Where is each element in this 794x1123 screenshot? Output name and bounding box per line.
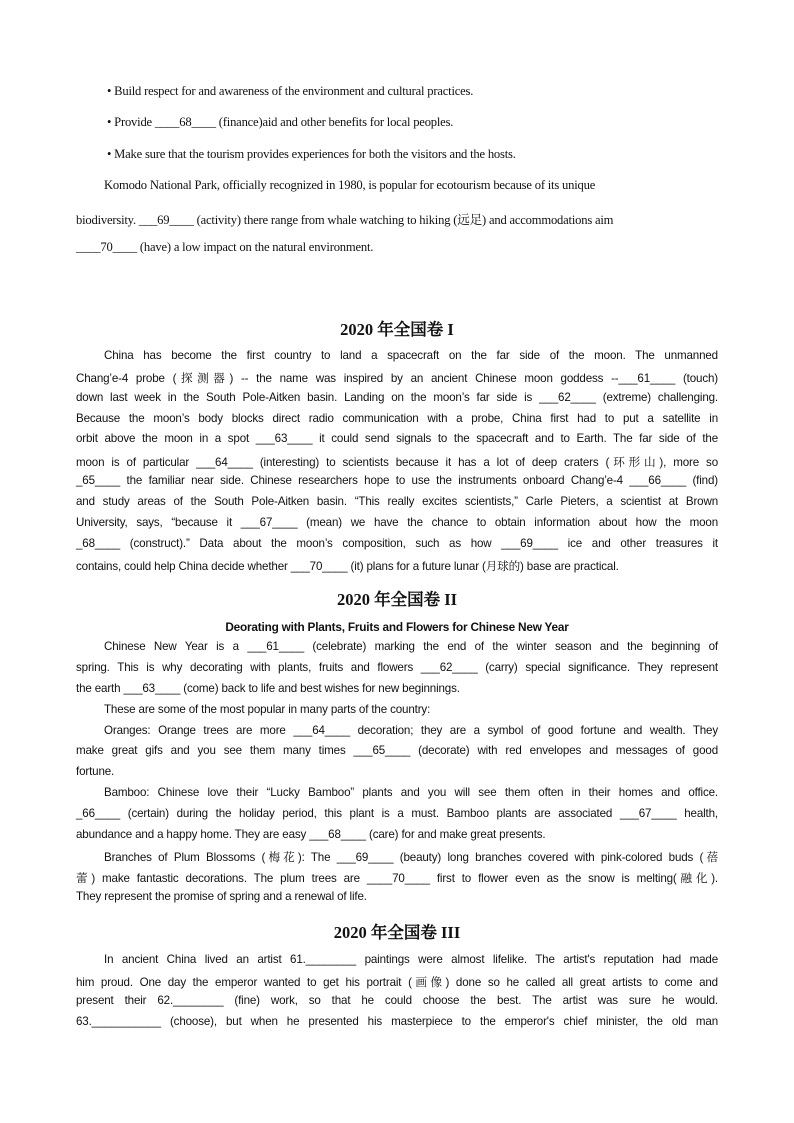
passage-line: orbit above the moon in a spot ___63____ it could send signals to the spacecraft and to Earth. The far side of the xyxy=(76,432,718,445)
passage-line: him proud. One day the emperor wanted to get his portrait (画像) done so he called all great artists to come and xyxy=(76,976,718,989)
passage-line: Chang’e-4 probe (探测器) -- the name was inspired by an ancient Chinese moon goddess --___61____ (touch) xyxy=(76,372,718,385)
passage-line: 63.___________ (choose), but when he presented his masterpiece to the emperor's chief minister, the old man xyxy=(76,1015,718,1028)
bullet-item: • Build respect for and awareness of the environment and cultural practices. xyxy=(107,84,474,98)
passage-line: _66____ (certain) during the holiday period, this plant is a must. Bamboo plants are associated ___67____ health, xyxy=(76,807,718,820)
bullet-item: • Make sure that the tourism provides experiences for both the visitors and the hosts. xyxy=(107,147,516,161)
passage-line: These are some of the most popular in many parts of the country: xyxy=(104,703,431,716)
passage-line: moon is of particular ___64____ (interesting) to scientists because it has a lot of deep craters (环形山), more so xyxy=(76,456,718,469)
passage-line: fortune. xyxy=(76,765,115,778)
passage-line: spring. This is why decorating with plants, fruits and flowers ___62____ (carry) special significance. They represent xyxy=(76,661,718,674)
passage-line: down last week in the South Pole-Aitken basin. Landing on the moon’s far side is ___62____ (extreme) challenging. xyxy=(76,391,718,404)
passage-line: abundance and a happy home. They are easy ___68____ (care) for and make great presents. xyxy=(76,828,546,841)
passage-line: University, says, “because it ___67____ (mean) we have the chance to obtain information about how the moon xyxy=(76,516,718,529)
passage-line: Because the moon’s body blocks direct radio communication with a probe, China first had to put a satellite in xyxy=(76,412,718,425)
passage-line: the earth ___63____ (come) back to life and best wishes for new beginnings. xyxy=(76,682,460,695)
passage-line: China has become the first country to land a spacecraft on the far side of the moon. The unmanned xyxy=(104,349,718,362)
passage-line: Chinese New Year is a ___61____ (celebrate) marking the end of the winter season and the beginning of xyxy=(104,640,718,653)
passage-line: and study areas of the South Pole-Aitken basin. “This really excites scientists,” Carle Pieters, a scientist at Brown xyxy=(76,495,718,508)
passage-line: Komodo National Park, officially recognized in 1980, is popular for ecotourism because of its unique xyxy=(104,178,596,192)
section-heading-paper-2: 2020 年全国卷 II xyxy=(336,590,458,609)
passage-line: Branches of Plum Blossoms (梅花): The ___69____ (beauty) long branches covered with pink-colored buds (蓓 xyxy=(104,851,718,864)
passage-line: In ancient China lived an artist 61.________ paintings were almost lifelike. The artist's reputation had made xyxy=(104,953,718,966)
passage-line: Oranges: Orange trees are more ___64____ decoration; they are a symbol of good fortune and wealth. They xyxy=(104,724,718,737)
passage-line: contains, could help China decide whether ___70____ (it) plans for a future lunar (月球的) base are practical. xyxy=(76,560,619,573)
passage-line: _65____ the familiar near side. Chinese researchers hope to use the instruments onboard Chang’e-4 ___66____ (find) xyxy=(76,474,718,487)
section-heading-paper-3: 2020 年全国卷 III xyxy=(333,923,461,942)
passage-line: _68____ (construct).” Data about the moon’s composition, such as how ___69____ ice and other treasures it xyxy=(76,537,718,550)
section-heading-paper-1: 2020 年全国卷 I xyxy=(340,320,454,339)
passage-line: 蕾) make fantastic decorations. The plum trees are ____70____ first to flower even as the snow is melting(融化). xyxy=(76,872,718,885)
passage-line: Bamboo: Chinese love their “Lucky Bamboo” plants and you will see them often in their homes and office. xyxy=(104,786,718,799)
bullet-item: • Provide ____68____ (finance)aid and other benefits for local peoples. xyxy=(107,115,454,129)
passage-line: They represent the promise of spring and a renewal of life. xyxy=(76,890,367,903)
passage-line: present their 62.________ (fine) work, so that he could choose the best. The artist was sure he would. xyxy=(76,994,718,1007)
passage-line: ____70____ (have) a low impact on the natural environment. xyxy=(76,240,374,254)
passage-title: Deorating with Plants, Fruits and Flowers for Chinese New Year xyxy=(225,620,569,634)
passage-line: make great gifs and you see them many times ___65____ (decorate) with red envelopes and messages of good xyxy=(76,744,718,757)
passage-line: biodiversity. ___69____ (activity) there range from whale watching to hiking (远足) and accommodations aim xyxy=(76,213,614,227)
